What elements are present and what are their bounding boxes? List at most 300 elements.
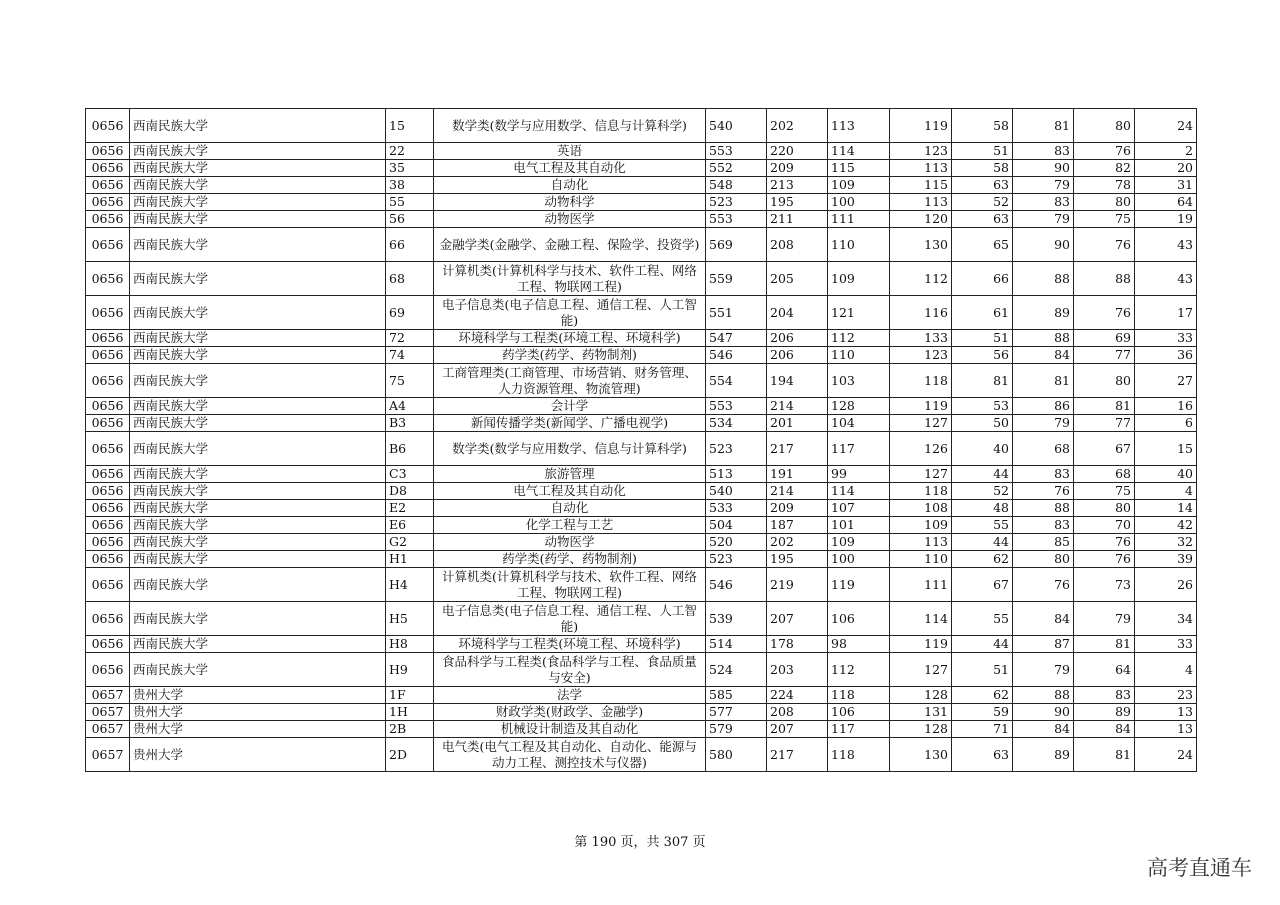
school-code-cell: 0656: [86, 568, 130, 602]
major-name-cell: 金融学类(金融学、金融工程、保险学、投资学): [434, 228, 706, 262]
total-score-cell: 534: [706, 415, 767, 432]
score-col-7-cell: 70: [1074, 517, 1135, 534]
school-name-cell: 西南民族大学: [130, 500, 386, 517]
score-col-7-cell: 81: [1074, 398, 1135, 415]
score-col-6-cell: 79: [1013, 415, 1074, 432]
total-score-cell: 523: [706, 432, 767, 466]
school-name-cell: 西南民族大学: [130, 228, 386, 262]
score-col-4-cell: 113: [890, 534, 952, 551]
total-score-cell: 569: [706, 228, 767, 262]
school-code-cell: 0657: [86, 721, 130, 738]
score-col-2-cell: 191: [767, 466, 828, 483]
score-col-2-cell: 219: [767, 568, 828, 602]
school-code-cell: 0656: [86, 466, 130, 483]
score-col-5-cell: 40: [952, 432, 1013, 466]
total-score-cell: 539: [706, 602, 767, 636]
school-code-cell: 0656: [86, 109, 130, 143]
major-code-cell: 68: [386, 262, 434, 296]
major-name-cell: 电气工程及其自动化: [434, 483, 706, 500]
major-code-cell: H5: [386, 602, 434, 636]
watermark-logo: 高考直通车: [1147, 856, 1252, 880]
score-col-4-cell: 128: [890, 687, 952, 704]
table-row: [86, 568, 1197, 602]
score-col-2-cell: 207: [767, 602, 828, 636]
score-col-4-cell: 120: [890, 211, 952, 228]
score-col-4-cell: 114: [890, 602, 952, 636]
table-row: [86, 415, 1197, 432]
major-code-cell: 55: [386, 194, 434, 211]
table-row: [86, 466, 1197, 483]
school-code-cell: 0656: [86, 194, 130, 211]
school-code-cell: 0656: [86, 432, 130, 466]
score-col-4-cell: 127: [890, 653, 952, 687]
score-col-3-cell: 110: [828, 347, 890, 364]
score-col-8-cell: 43: [1135, 228, 1197, 262]
total-score-cell: 551: [706, 296, 767, 330]
major-name-cell: 动物医学: [434, 534, 706, 551]
table-row: [86, 721, 1197, 738]
score-col-6-cell: 79: [1013, 211, 1074, 228]
score-col-7-cell: 88: [1074, 262, 1135, 296]
score-col-5-cell: 58: [952, 160, 1013, 177]
score-col-7-cell: 75: [1074, 211, 1135, 228]
school-code-cell: 0656: [86, 347, 130, 364]
score-col-3-cell: 117: [828, 721, 890, 738]
score-col-4-cell: 109: [890, 517, 952, 534]
score-col-2-cell: 207: [767, 721, 828, 738]
major-code-cell: 66: [386, 228, 434, 262]
score-col-8-cell: 34: [1135, 602, 1197, 636]
table-row: [86, 228, 1197, 262]
score-col-7-cell: 81: [1074, 636, 1135, 653]
score-col-8-cell: 14: [1135, 500, 1197, 517]
score-col-6-cell: 81: [1013, 364, 1074, 398]
score-col-2-cell: 195: [767, 194, 828, 211]
score-col-6-cell: 81: [1013, 109, 1074, 143]
score-col-6-cell: 80: [1013, 551, 1074, 568]
score-col-6-cell: 83: [1013, 466, 1074, 483]
total-score-cell: 513: [706, 466, 767, 483]
score-col-5-cell: 58: [952, 109, 1013, 143]
major-code-cell: C3: [386, 466, 434, 483]
score-col-5-cell: 62: [952, 687, 1013, 704]
school-code-cell: 0656: [86, 653, 130, 687]
school-name-cell: 西南民族大学: [130, 432, 386, 466]
major-name-cell: 动物医学: [434, 211, 706, 228]
school-code-cell: 0656: [86, 143, 130, 160]
school-name-cell: 西南民族大学: [130, 347, 386, 364]
table-row: [86, 602, 1197, 636]
school-name-cell: 西南民族大学: [130, 262, 386, 296]
score-col-6-cell: 88: [1013, 500, 1074, 517]
school-name-cell: 西南民族大学: [130, 602, 386, 636]
score-col-7-cell: 76: [1074, 143, 1135, 160]
score-col-7-cell: 76: [1074, 228, 1135, 262]
major-name-cell: 电气工程及其自动化: [434, 160, 706, 177]
school-name-cell: 西南民族大学: [130, 653, 386, 687]
major-name-cell: 自动化: [434, 500, 706, 517]
school-name-cell: 贵州大学: [130, 721, 386, 738]
score-col-3-cell: 99: [828, 466, 890, 483]
score-col-4-cell: 127: [890, 466, 952, 483]
table-row: [86, 483, 1197, 500]
score-col-6-cell: 83: [1013, 143, 1074, 160]
school-code-cell: 0656: [86, 415, 130, 432]
score-col-3-cell: 109: [828, 534, 890, 551]
score-col-3-cell: 110: [828, 228, 890, 262]
school-code-cell: 0656: [86, 551, 130, 568]
score-col-4-cell: 123: [890, 143, 952, 160]
score-col-8-cell: 19: [1135, 211, 1197, 228]
score-col-6-cell: 79: [1013, 177, 1074, 194]
school-code-cell: 0656: [86, 602, 130, 636]
score-col-3-cell: 107: [828, 500, 890, 517]
score-col-4-cell: 113: [890, 160, 952, 177]
score-col-4-cell: 128: [890, 721, 952, 738]
score-col-8-cell: 42: [1135, 517, 1197, 534]
school-name-cell: 西南民族大学: [130, 194, 386, 211]
major-name-cell: 环境科学与工程类(环境工程、环境科学): [434, 636, 706, 653]
total-score-cell: 533: [706, 500, 767, 517]
score-col-2-cell: 217: [767, 738, 828, 772]
school-name-cell: 西南民族大学: [130, 636, 386, 653]
score-col-7-cell: 80: [1074, 500, 1135, 517]
table-row: [86, 143, 1197, 160]
score-col-7-cell: 68: [1074, 466, 1135, 483]
major-name-cell: 环境科学与工程类(环境工程、环境科学): [434, 330, 706, 347]
score-col-5-cell: 81: [952, 364, 1013, 398]
school-name-cell: 贵州大学: [130, 738, 386, 772]
table-body: [86, 109, 1197, 772]
total-score-cell: 553: [706, 143, 767, 160]
score-col-5-cell: 59: [952, 704, 1013, 721]
school-code-cell: 0656: [86, 483, 130, 500]
table-row: [86, 653, 1197, 687]
major-name-cell: 电气类(电气工程及其自动化、自动化、能源与动力工程、测控技术与仪器): [434, 738, 706, 772]
score-col-7-cell: 83: [1074, 687, 1135, 704]
score-col-4-cell: 123: [890, 347, 952, 364]
score-col-2-cell: 208: [767, 228, 828, 262]
major-code-cell: B3: [386, 415, 434, 432]
total-score-cell: 546: [706, 568, 767, 602]
score-col-5-cell: 61: [952, 296, 1013, 330]
school-code-cell: 0656: [86, 330, 130, 347]
major-name-cell: 工商管理类(工商管理、市场营销、财务管理、人力资源管理、物流管理): [434, 364, 706, 398]
score-col-2-cell: 209: [767, 500, 828, 517]
score-col-7-cell: 69: [1074, 330, 1135, 347]
score-col-8-cell: 27: [1135, 364, 1197, 398]
score-col-2-cell: 202: [767, 109, 828, 143]
score-col-7-cell: 73: [1074, 568, 1135, 602]
school-name-cell: 西南民族大学: [130, 160, 386, 177]
score-col-3-cell: 106: [828, 704, 890, 721]
score-col-8-cell: 4: [1135, 653, 1197, 687]
score-col-8-cell: 39: [1135, 551, 1197, 568]
school-name-cell: 西南民族大学: [130, 534, 386, 551]
page-number: 第 190 页，共 307 页: [574, 835, 706, 850]
score-col-4-cell: 111: [890, 568, 952, 602]
score-col-3-cell: 128: [828, 398, 890, 415]
major-name-cell: 数学类(数学与应用数学、信息与计算科学): [434, 109, 706, 143]
score-col-4-cell: 119: [890, 636, 952, 653]
table-row: [86, 262, 1197, 296]
major-name-cell: 计算机类(计算机科学与技术、软件工程、网络工程、物联网工程): [434, 568, 706, 602]
score-col-3-cell: 119: [828, 568, 890, 602]
score-col-8-cell: 4: [1135, 483, 1197, 500]
major-code-cell: B6: [386, 432, 434, 466]
major-name-cell: 英语: [434, 143, 706, 160]
major-code-cell: 1F: [386, 687, 434, 704]
school-name-cell: 西南民族大学: [130, 296, 386, 330]
table-row: [86, 364, 1197, 398]
major-code-cell: H9: [386, 653, 434, 687]
major-name-cell: 计算机类(计算机科学与技术、软件工程、网络工程、物联网工程): [434, 262, 706, 296]
total-score-cell: 523: [706, 551, 767, 568]
score-col-8-cell: 26: [1135, 568, 1197, 602]
major-code-cell: 72: [386, 330, 434, 347]
total-score-cell: 523: [706, 194, 767, 211]
score-col-6-cell: 79: [1013, 653, 1074, 687]
table-row: [86, 534, 1197, 551]
total-score-cell: 520: [706, 534, 767, 551]
score-col-4-cell: 119: [890, 398, 952, 415]
score-col-8-cell: 20: [1135, 160, 1197, 177]
score-col-3-cell: 100: [828, 551, 890, 568]
score-col-3-cell: 114: [828, 143, 890, 160]
score-col-6-cell: 84: [1013, 721, 1074, 738]
school-name-cell: 西南民族大学: [130, 483, 386, 500]
school-name-cell: 西南民族大学: [130, 568, 386, 602]
score-col-3-cell: 109: [828, 262, 890, 296]
major-code-cell: 15: [386, 109, 434, 143]
school-name-cell: 西南民族大学: [130, 211, 386, 228]
score-col-8-cell: 24: [1135, 109, 1197, 143]
score-col-2-cell: 205: [767, 262, 828, 296]
score-col-2-cell: 214: [767, 398, 828, 415]
major-code-cell: 1H: [386, 704, 434, 721]
major-name-cell: 财政学类(财政学、金融学): [434, 704, 706, 721]
total-score-cell: 577: [706, 704, 767, 721]
major-code-cell: E2: [386, 500, 434, 517]
school-name-cell: 西南民族大学: [130, 551, 386, 568]
score-col-4-cell: 116: [890, 296, 952, 330]
score-col-5-cell: 51: [952, 143, 1013, 160]
major-name-cell: 食品科学与工程类(食品科学与工程、食品质量与安全): [434, 653, 706, 687]
major-code-cell: 74: [386, 347, 434, 364]
school-name-cell: 贵州大学: [130, 687, 386, 704]
table-row: [86, 109, 1197, 143]
major-code-cell: 38: [386, 177, 434, 194]
table-row: [86, 517, 1197, 534]
score-col-7-cell: 64: [1074, 653, 1135, 687]
table-row: [86, 500, 1197, 517]
table-row: [86, 687, 1197, 704]
score-col-5-cell: 52: [952, 483, 1013, 500]
school-code-cell: 0656: [86, 262, 130, 296]
major-name-cell: 动物科学: [434, 194, 706, 211]
score-col-6-cell: 90: [1013, 228, 1074, 262]
score-col-7-cell: 84: [1074, 721, 1135, 738]
score-col-2-cell: 213: [767, 177, 828, 194]
score-col-7-cell: 79: [1074, 602, 1135, 636]
score-col-3-cell: 98: [828, 636, 890, 653]
score-col-4-cell: 130: [890, 738, 952, 772]
score-col-7-cell: 77: [1074, 347, 1135, 364]
score-col-6-cell: 90: [1013, 160, 1074, 177]
score-col-2-cell: 203: [767, 653, 828, 687]
score-col-3-cell: 111: [828, 211, 890, 228]
score-col-3-cell: 121: [828, 296, 890, 330]
major-name-cell: 旅游管理: [434, 466, 706, 483]
school-name-cell: 贵州大学: [130, 704, 386, 721]
score-col-6-cell: 89: [1013, 738, 1074, 772]
score-col-8-cell: 16: [1135, 398, 1197, 415]
score-col-3-cell: 109: [828, 177, 890, 194]
score-col-5-cell: 48: [952, 500, 1013, 517]
score-col-6-cell: 88: [1013, 330, 1074, 347]
score-col-3-cell: 112: [828, 653, 890, 687]
score-col-8-cell: 33: [1135, 636, 1197, 653]
score-col-7-cell: 76: [1074, 551, 1135, 568]
score-col-2-cell: 187: [767, 517, 828, 534]
table-row: [86, 738, 1197, 772]
table-row: [86, 177, 1197, 194]
score-col-5-cell: 63: [952, 211, 1013, 228]
major-code-cell: 56: [386, 211, 434, 228]
score-col-5-cell: 66: [952, 262, 1013, 296]
score-col-3-cell: 113: [828, 109, 890, 143]
score-col-5-cell: 71: [952, 721, 1013, 738]
score-col-2-cell: 206: [767, 330, 828, 347]
score-col-5-cell: 51: [952, 330, 1013, 347]
score-col-5-cell: 63: [952, 738, 1013, 772]
score-col-5-cell: 52: [952, 194, 1013, 211]
major-code-cell: 22: [386, 143, 434, 160]
score-col-6-cell: 83: [1013, 517, 1074, 534]
school-code-cell: 0657: [86, 704, 130, 721]
score-col-8-cell: 36: [1135, 347, 1197, 364]
score-col-6-cell: 88: [1013, 262, 1074, 296]
major-name-cell: 会计学: [434, 398, 706, 415]
total-score-cell: 553: [706, 211, 767, 228]
score-col-4-cell: 108: [890, 500, 952, 517]
score-col-4-cell: 119: [890, 109, 952, 143]
score-col-2-cell: 201: [767, 415, 828, 432]
score-col-4-cell: 118: [890, 483, 952, 500]
score-col-6-cell: 86: [1013, 398, 1074, 415]
score-col-2-cell: 206: [767, 347, 828, 364]
major-name-cell: 化学工程与工艺: [434, 517, 706, 534]
score-col-7-cell: 78: [1074, 177, 1135, 194]
total-score-cell: 580: [706, 738, 767, 772]
major-name-cell: 药学类(药学、药物制剂): [434, 551, 706, 568]
major-code-cell: G2: [386, 534, 434, 551]
score-col-4-cell: 113: [890, 194, 952, 211]
score-col-4-cell: 110: [890, 551, 952, 568]
total-score-cell: 554: [706, 364, 767, 398]
score-col-4-cell: 118: [890, 364, 952, 398]
score-col-5-cell: 51: [952, 653, 1013, 687]
score-col-5-cell: 63: [952, 177, 1013, 194]
score-col-6-cell: 83: [1013, 194, 1074, 211]
school-code-cell: 0656: [86, 398, 130, 415]
score-col-7-cell: 80: [1074, 194, 1135, 211]
major-code-cell: H4: [386, 568, 434, 602]
school-code-cell: 0656: [86, 160, 130, 177]
score-col-4-cell: 127: [890, 415, 952, 432]
total-score-cell: 579: [706, 721, 767, 738]
score-col-2-cell: 194: [767, 364, 828, 398]
score-col-3-cell: 112: [828, 330, 890, 347]
school-code-cell: 0656: [86, 296, 130, 330]
score-col-7-cell: 80: [1074, 109, 1135, 143]
score-col-4-cell: 131: [890, 704, 952, 721]
score-col-3-cell: 101: [828, 517, 890, 534]
total-score-cell: 540: [706, 109, 767, 143]
score-col-6-cell: 87: [1013, 636, 1074, 653]
school-name-cell: 西南民族大学: [130, 109, 386, 143]
score-col-2-cell: 178: [767, 636, 828, 653]
score-col-5-cell: 55: [952, 602, 1013, 636]
score-col-2-cell: 208: [767, 704, 828, 721]
table-row: [86, 211, 1197, 228]
score-col-5-cell: 65: [952, 228, 1013, 262]
school-name-cell: 西南民族大学: [130, 143, 386, 160]
score-col-5-cell: 67: [952, 568, 1013, 602]
score-col-5-cell: 50: [952, 415, 1013, 432]
table-row: [86, 194, 1197, 211]
table-row: [86, 636, 1197, 653]
score-col-7-cell: 80: [1074, 364, 1135, 398]
major-code-cell: 2D: [386, 738, 434, 772]
score-col-8-cell: 6: [1135, 415, 1197, 432]
score-col-8-cell: 17: [1135, 296, 1197, 330]
score-col-6-cell: 88: [1013, 687, 1074, 704]
score-col-8-cell: 2: [1135, 143, 1197, 160]
score-col-3-cell: 118: [828, 687, 890, 704]
score-col-6-cell: 68: [1013, 432, 1074, 466]
school-name-cell: 西南民族大学: [130, 466, 386, 483]
score-col-2-cell: 195: [767, 551, 828, 568]
score-col-2-cell: 220: [767, 143, 828, 160]
score-col-7-cell: 67: [1074, 432, 1135, 466]
score-col-7-cell: 81: [1074, 738, 1135, 772]
score-col-6-cell: 84: [1013, 347, 1074, 364]
score-col-3-cell: 115: [828, 160, 890, 177]
score-col-8-cell: 13: [1135, 704, 1197, 721]
score-col-7-cell: 77: [1074, 415, 1135, 432]
score-col-4-cell: 112: [890, 262, 952, 296]
school-code-cell: 0656: [86, 177, 130, 194]
total-score-cell: 546: [706, 347, 767, 364]
school-code-cell: 0657: [86, 738, 130, 772]
school-code-cell: 0656: [86, 211, 130, 228]
score-col-6-cell: 76: [1013, 568, 1074, 602]
major-code-cell: E6: [386, 517, 434, 534]
school-code-cell: 0656: [86, 228, 130, 262]
score-col-8-cell: 40: [1135, 466, 1197, 483]
school-name-cell: 西南民族大学: [130, 517, 386, 534]
total-score-cell: 504: [706, 517, 767, 534]
score-col-2-cell: 202: [767, 534, 828, 551]
major-code-cell: 35: [386, 160, 434, 177]
major-code-cell: D8: [386, 483, 434, 500]
score-col-6-cell: 89: [1013, 296, 1074, 330]
major-name-cell: 新闻传播学类(新闻学、广播电视学): [434, 415, 706, 432]
major-name-cell: 电子信息类(电子信息工程、通信工程、人工智能): [434, 296, 706, 330]
major-code-cell: H1: [386, 551, 434, 568]
major-name-cell: 法学: [434, 687, 706, 704]
